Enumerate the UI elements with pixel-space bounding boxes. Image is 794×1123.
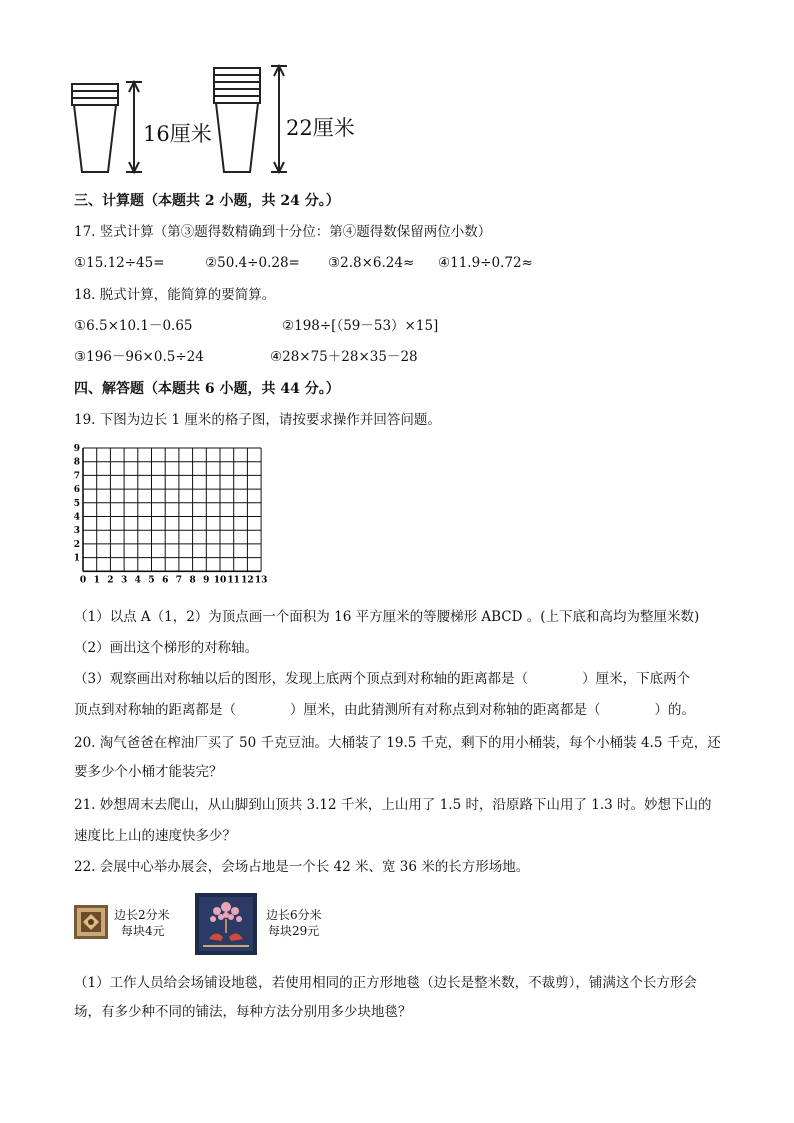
q18-item-3: ③196－96×0.5÷24 <box>74 349 204 365</box>
q17-item-2: ②50.4÷0.28= <box>205 255 300 271</box>
square-grid-figure <box>74 444 274 590</box>
q21-line-1: 21. 妙想周末去爬山，从山脚到山顶共 3.12 千米，上山用了 1.5 时，沿原路下山用了 1.3 时。妙想下山的 <box>74 797 712 813</box>
q21-line-2: 速度比上山的速度快多少？ <box>74 828 236 844</box>
grid-x-tick-label: 8 <box>189 575 196 586</box>
grid-y-tick-label: 4 <box>74 512 80 523</box>
grid-x-tick-label: 9 <box>203 575 210 586</box>
q18-stem: 18. 脱式计算，能简算的要简算。 <box>74 287 276 303</box>
q19-part-2: （2）画出这个梯形的对称轴。 <box>74 640 259 656</box>
grid-x-tick-label: 10 <box>213 575 227 586</box>
small-cup-stack <box>72 84 118 172</box>
large-tile-size: 边长6分米 <box>266 908 322 922</box>
small-tile-price: 每块4元 <box>121 924 165 938</box>
grid-x-tick-label: 1 <box>93 575 100 586</box>
grid-y-tick-label: 8 <box>74 457 80 468</box>
grid-y-tick-label: 3 <box>74 526 80 537</box>
grid-x-tick-label: 12 <box>241 575 254 586</box>
q20-line-1: 20. 淘气爸爸在榨油厂买了 50 千克豆油。大桶装了 19.5 千克，剩下的用小桶装，每个小桶装 4.5 千克，还 <box>74 735 721 751</box>
small-cup-label: 16厘米 <box>143 122 212 146</box>
grid-y-tick-label: 5 <box>74 498 80 509</box>
q20-line-2: 要多少个小桶才能装完？ <box>74 764 223 780</box>
small-tile-size: 边长2分米 <box>114 908 170 922</box>
q19-part-3-cont: 顶点到对称轴的距离都是（ ）厘米，由此猜测所有对称点到对称轴的距离都是（ ）的。 <box>74 702 695 718</box>
small-height-arrow <box>126 82 142 172</box>
q17-stem: 17. 竖式计算（第③题得数精确到十分位：第④题得数保留两位小数） <box>74 224 492 240</box>
large-cup-stack <box>214 68 260 172</box>
q22-stem: 22. 会展中心举办展会，会场占地是一个长 42 米、宽 36 米的长方形场地。 <box>74 859 530 875</box>
q22-part1-line-2: 场，有多少种不同的铺法，每种方法分别用多少块地毯？ <box>74 1004 412 1020</box>
grid-y-tick-label: 9 <box>74 444 80 454</box>
grid-y-tick-label: 2 <box>74 539 80 550</box>
q18-item-4: ④28×75＋28×35－28 <box>270 349 418 365</box>
q18-item-1: ①6.5×10.1－0.65 <box>74 318 193 334</box>
large-cup-label: 22厘米 <box>286 116 355 140</box>
grid-y-tick-label: 6 <box>74 485 80 496</box>
grid-x-tick-label: 7 <box>175 575 183 586</box>
q19-part-3: （3）观察画出对称轴以后的图形，发现上底两个顶点到对称轴的距离都是（ ）厘米，下底两个 <box>74 671 691 687</box>
section4-heading: 四、解答题（本题共 6 小题，共 44 分。） <box>74 381 340 397</box>
grid-x-tick-label: 5 <box>148 575 155 586</box>
q19-stem: 19. 下图为边长 1 厘米的格子图，请按要求操作并回答问题。 <box>74 412 441 428</box>
grid-y-tick-label: 1 <box>74 553 80 564</box>
q17-item-3: ③2.8×6.24≈ <box>328 255 415 271</box>
q22-part1-line-1: （1）工作人员给会场铺设地毯，若使用相同的正方形地毯（边长是整米数，不裁剪），铺满这个长方形会 <box>74 975 697 991</box>
q17-item-4: ④11.9÷0.72≈ <box>438 255 533 271</box>
grid-x-tick-label: 3 <box>120 575 128 586</box>
large-height-arrow <box>271 66 287 172</box>
q18-item-2: ②198÷[（59－53）×15] <box>282 318 439 334</box>
section3-heading: 三、计算题（本题共 2 小题，共 24 分。） <box>74 193 340 209</box>
large-tile-price: 每块29元 <box>268 924 320 938</box>
q19-part-1: （1）以点 A（1，2）为顶点画一个面积为 16 平方厘米的等腰梯形 ABCD 。(上下底和高均为整厘米数) <box>74 609 700 625</box>
large-tile-image <box>195 893 257 955</box>
small-tile-image <box>74 905 108 939</box>
q17-item-1: ①15.12÷45= <box>74 255 165 271</box>
grid-x-tick-label: 2 <box>107 575 114 586</box>
grid-x-tick-label: 0 <box>79 575 87 586</box>
grid-x-tick-label: 13 <box>254 575 268 586</box>
grid-x-tick-label: 4 <box>134 575 141 586</box>
grid-x-tick-label: 6 <box>162 575 169 586</box>
grid-y-tick-label: 7 <box>74 471 80 482</box>
grid-x-tick-label: 11 <box>227 575 240 586</box>
